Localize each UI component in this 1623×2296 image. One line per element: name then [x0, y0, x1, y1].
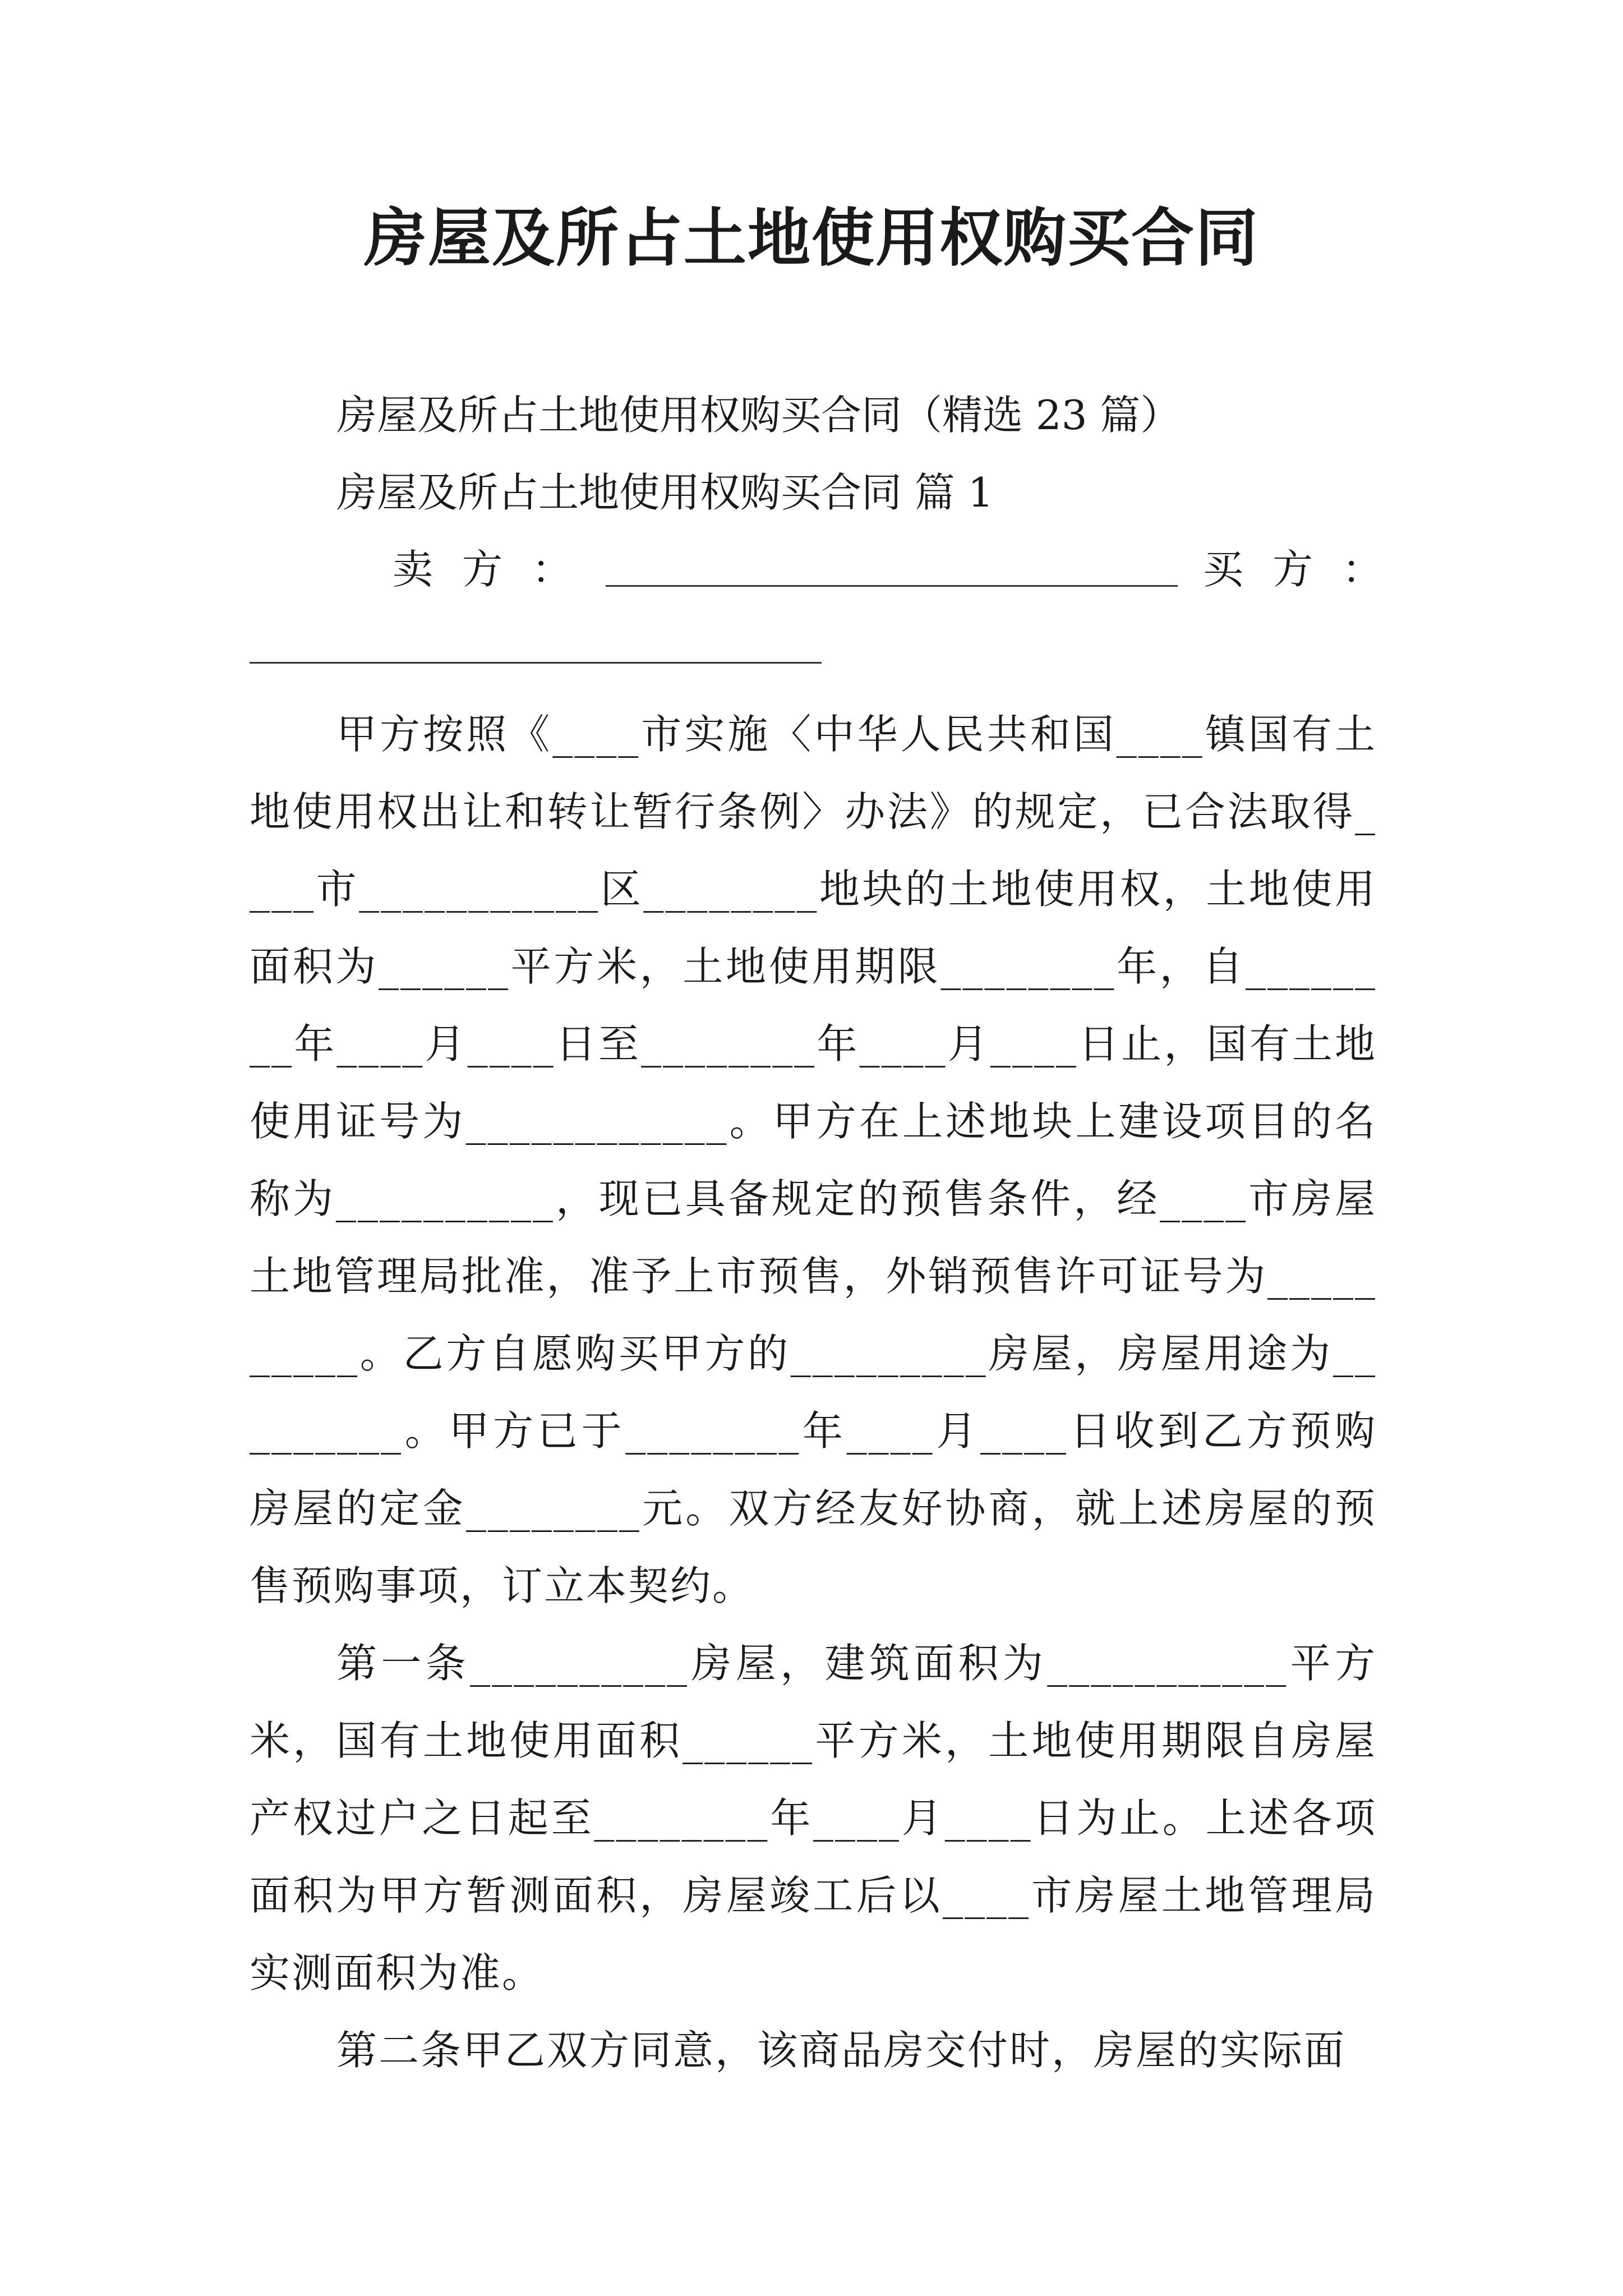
paragraph-article-2: 第二条甲乙双方同意，该商品房交付时，房屋的实际面 — [336, 2027, 1347, 2074]
contract-body — [250, 696, 1377, 2089]
paragraph-article-1: 第一条__________房屋，建筑面积为___________平方米，国有土地使用面积______平方米，土地使用期限自房屋产权过户之日起至________年____月____日为止。上述各项面积为甲方暂测面积，房屋竣工后以____市房屋土地管理局实测面积为准。 — [250, 1640, 1377, 1996]
document-subtitle: 房屋及所占土地使用权购买合同（精选 23 篇） — [336, 392, 1181, 439]
buyer-blank-line — [250, 662, 822, 664]
seller-blank-line — [606, 585, 1178, 587]
buyer-label: 买方： — [1203, 546, 1412, 593]
seller-label: 卖方： — [393, 546, 602, 593]
parties-line — [393, 541, 1412, 597]
paragraph-preamble: 甲方按照《____市实施〈中华人民共和国____镇国有土地使用权出让和转让暂行条例〉办法》的规定，已合法取得____市___________区________地块的土地使用权，土地使用面积为______平方米，土地使用期限________年，自________年____月____日至________年____月____日止，国有土地使用证号为____________。甲方在上述地块上建设项目的名称为__________，现已具备规定的预售条件，经____市房屋土地管理局批准，准予上市预售，外销预售许可证号为__________。乙方自愿购买甲方的_________房屋，房屋用途为_________。甲方已于________年____月____日收到乙方预购房屋的定金________元。双方经友好协商，就上述房屋的预售预购事项，订立本契约。 — [250, 711, 1377, 1609]
section-heading: 房屋及所占土地使用权购买合同 篇 1 — [336, 469, 994, 516]
document-title: 房屋及所占土地使用权购买合同 — [364, 201, 1259, 275]
